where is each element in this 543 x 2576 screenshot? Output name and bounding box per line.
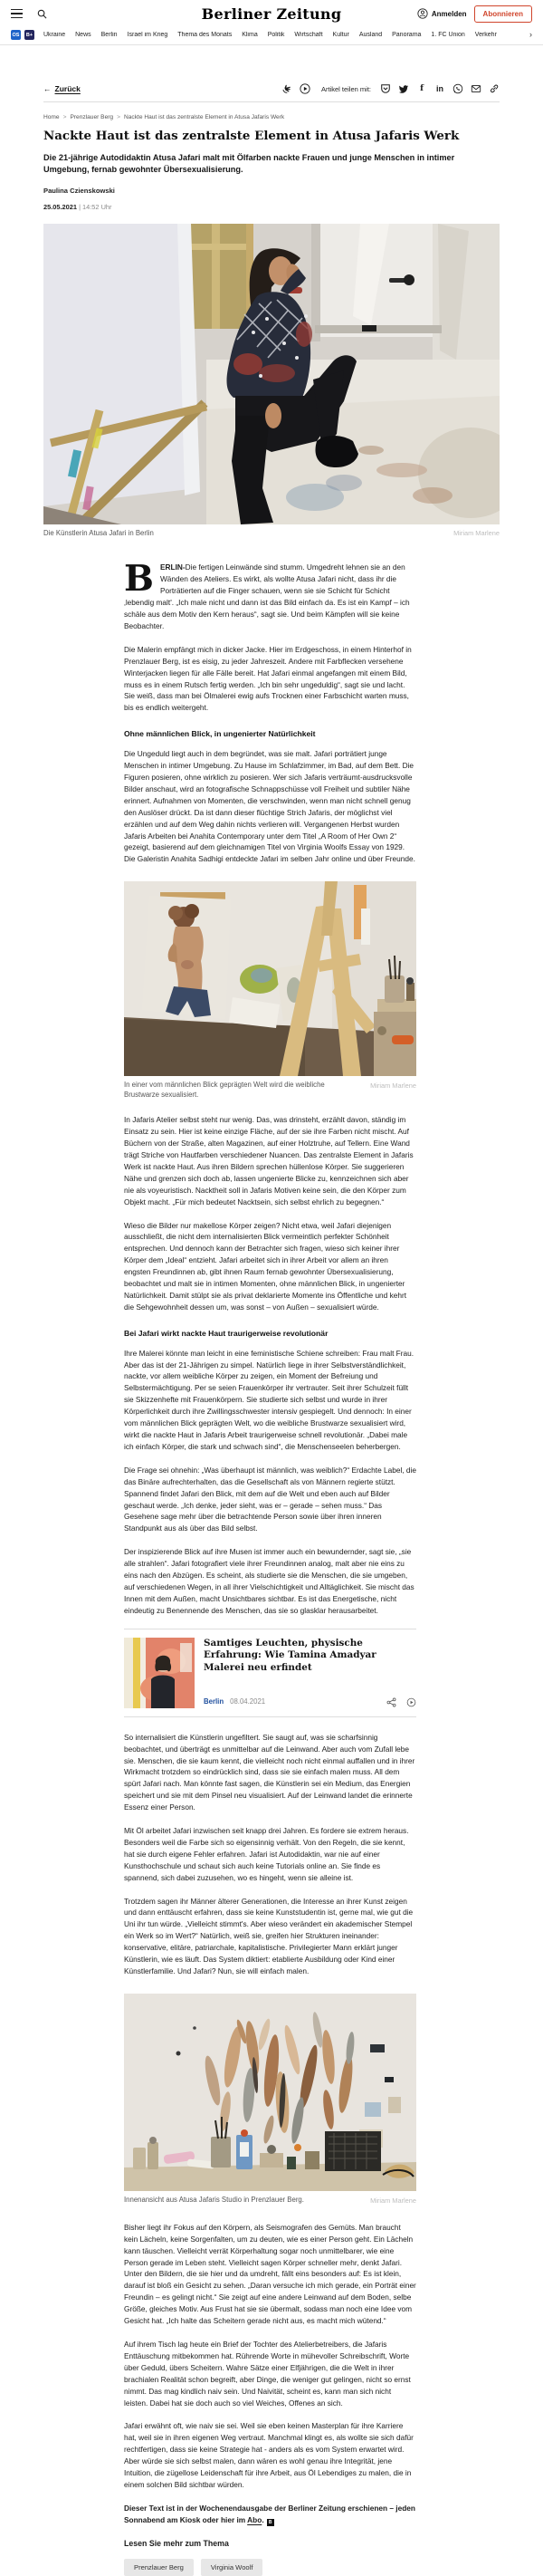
play-circle-icon[interactable] [405, 1697, 416, 1707]
hero-credit: Miriam Marlene [453, 528, 500, 537]
search-icon[interactable] [37, 9, 47, 19]
nav-item-news[interactable]: News [75, 32, 91, 38]
nav-badge-bplus[interactable]: B+ [24, 30, 34, 40]
figure-caption: Innenansicht aus Atusa Jafaris Studio in Prenzlauer Berg. [124, 2195, 304, 2204]
figure-credit: Miriam Marlene [370, 1081, 416, 1091]
paragraph-5: Wieso die Bilder nur makellose Körper zeigen? Nicht etwa, weil Jafari diejenigen ausschließt, die nicht dem internalisierten Blick vermeintlich perfekter Schönheit entsprechen. Und dennoch kann der Betrachter sich fragen, wieso sich keiner ihrer Körper dem „Ideal“ entzieht. Jafari arbeitet sich in ihrer Arbeit vor allem an ihren engsten Freundinnen ab, gibt ihnen Raum fernab gewohnter Übersexualisierung, beobachtet und malt sie in intimen Momenten, ohne männlichen Blick, in ungenierter Natürlichkeit. Damit stülpt sie als privat deklarierte Momente ins Öffentliche und kehrt die Sehgewohnheit dessen um, was sonst – von Außen – sexualisiert würde. [124, 1220, 407, 1312]
nav-item-berlin[interactable]: Berlin [100, 32, 118, 38]
nav-item-klima[interactable]: Klima [242, 32, 258, 38]
related-article-location[interactable]: Berlin [204, 1697, 224, 1706]
subscribe-button[interactable]: Abonnieren [474, 5, 532, 23]
breadcrumb-home[interactable]: Home [43, 114, 60, 120]
nav-item-panorama[interactable]: Panorama [392, 32, 422, 38]
applause-icon[interactable] [281, 83, 292, 94]
facebook-icon[interactable]: f [420, 84, 424, 93]
listen-play-icon[interactable] [300, 83, 310, 94]
related-article-date: 08.04.2021 [230, 1697, 266, 1706]
bz-plus-icon: B [267, 2519, 274, 2526]
top-navigation [0, 27, 543, 45]
subheading-1: Ohne männlichen Blick, in ungenierter Natürlichkeit [124, 729, 316, 739]
hero-caption: Die Künstlerin Atusa Jafari in Berlin [43, 528, 154, 537]
figure-credit: Miriam Marlene [370, 2196, 416, 2205]
share-label: Artikel teilen mit: [320, 84, 371, 93]
hero-figure [43, 224, 500, 539]
tag-virginia-woolf[interactable]: Virginia Woolf [201, 2559, 263, 2576]
dateline [43, 203, 500, 211]
tag-prenzlauer-berg[interactable]: Prenzlauer Berg [124, 2559, 194, 2576]
nav-item-wirtschaft[interactable]: Wirtschaft [294, 32, 323, 38]
image-studio-paint-strokes [124, 1994, 416, 2191]
abo-link[interactable]: Abo [247, 2514, 262, 2524]
paragraph-6: Ihre Malerei könnte man leicht in eine feministische Schiene schreiben: Frau malt Frau. Aber das ist der 21-Jährigen zu simpel. Natürlich liege in ihrer Selbstverständlichkeit, nackte, vor allem weibliche Körper zu zeigen, ein Moment der Befreiung und Selbstermächtigung. Per se seien Frauenkörper ihr vertrauter. Seit ihrer Schulzeit füllt sie Skizzenhefte mit Frauenkörpern. Sie studierte sich selbst und wurde in ihrer Körperlichkeit durch ihre Zwillingsschwester intensiv gespiegelt. Und dennoch: In einer vom männlichen Blick geprägten Welt, wo die weibliche Brustwarze sexualisiert wird, wirkt die nackte Haut in Jafaris Arbeit traurigerweise schnell revolutionär. „Dabei male ich einfach Körper, die stark und schwach sind“, die Menschenseelen beherbergen. [124, 1348, 414, 1451]
publish-date: 25.05.2021 [43, 202, 77, 211]
paragraph-10: Mit Öl arbeitet Jafari inzwischen seit knapp drei Jahren. Es fordere sie extrem heraus. Besonders weil die Farbe sich so eigensinnig verhält. Von den Regeln, die sie kennt, hat sie durch eigene Fehler erfahren. Jafari ist Autodidaktin, war nie auf einer Kunsthochschule und schaut sich auch keine Tutorials online an. Sie finde es spannend, sich dabei zuzusehen, wo es hingeht, wenn sie alleine ist. [124, 1826, 409, 1882]
article-lead: Die 21-jährige Autodidaktin Atusa Jafari malt mit Ölfarben nackte Frauen und junge Menschen in intimer Umgebung, fernab gewohnter Übersexualisierung. [43, 152, 455, 174]
paragraph-7: Die Frage sei ohnehin: „Was überhaupt ist männlich, was weiblich?“ Erdachte Label, die das Binäre aufrechterhalten, das die Gesellschaft als von Männern regierte stützt. Spannend findet Jafari den Blick, mit dem auf die Welt und eben auch auf Bilder geschaut werde. „Ich denke, jeder sieht, was er – gerade – sehen muss.“ Das Gesehene sage mehr über die betrachtende Person sowie über ihren inneren Standpunkt aus als über das Bild selbst. [124, 1465, 416, 1533]
related-article-card[interactable] [124, 1629, 416, 1717]
hero-image-artist-portrait [43, 224, 500, 524]
email-icon[interactable] [471, 83, 481, 94]
breadcrumb-section[interactable]: Prenzlauer Berg [70, 114, 114, 120]
nav-badge-os[interactable]: OS [11, 30, 21, 40]
nav-item-israel[interactable]: Israel im Krieg [127, 32, 168, 38]
toolbar-divider [43, 101, 500, 102]
paragraph-14: Jafari erwähnt oft, wie naiv sie sei. Weil sie eben keinen Masterplan für ihre Karriere hat, weil sie in ihren eigenen Weg vertraut. Manchmal klingt es, als wollte sie sich dafür rechtfertigen, dass sie keine Strategie hat - anders als es vom System erwartet wird. Aber würde sie sich selbst malen, dann wären es wohl genau ihre Integrität, jene Intuition, die zügellose Leidenschaft für ihre Arbeit, aus Öl Lebendiges zu malen, die in einem solchen Bild sichtbar würden. [124, 2421, 414, 2489]
nav-item-thema[interactable]: Thema des Monats [177, 32, 233, 38]
breadcrumb-separator: > [117, 114, 120, 120]
figure-caption: In einer vom männlichen Blick geprägten Welt wird die weibliche Brustwarze sexualisiert. [124, 1081, 325, 1099]
article-toolbar [43, 83, 500, 94]
related-article-thumbnail [124, 1638, 195, 1708]
copy-link-icon[interactable] [489, 83, 500, 94]
nav-item-verkehr[interactable]: Verkehr [474, 32, 497, 38]
share-icon[interactable] [386, 1697, 396, 1707]
linkedin-icon[interactable]: in [436, 84, 443, 93]
brand-logo[interactable]: Berliner Zeitung [201, 5, 342, 23]
pocket-icon[interactable] [380, 83, 391, 94]
whatsapp-icon[interactable] [452, 83, 463, 94]
publish-time: | 14:52 Uhr [79, 202, 112, 211]
back-link[interactable]: ← Zurück [43, 84, 81, 93]
subheading-2: Bei Jafari wirkt nackte Haut traurigerweise revolutionär [124, 1328, 329, 1338]
paragraph-3: Die Ungeduld liegt auch in dem begründet, was sie malt. Jafari porträtiert junge Menschen in intimer Umgebung. Zu Hause im Schlafzimmer, im Bad, auf dem Bett. Die Figuren posieren, ohne wirklich zu posieren. Wer sich Jafaris verträumt-ausdrucksvolle Bilder anschaut, wird an fotografische Schnappschüsse voll Freiheit und subtiler Nähe erinnert. Aufnahmen von Momenten, die verschwinden, wenn man nicht schnell genug den Auslöser drückt. Da ist dann dieser flüchtige Strich Jafaris, der möglichst viel erzählen und auf dem Weg dahin nichts verlieren will. Vergangenen Herbst wurden Jafaris Arbeiten bei Anahita Contemporary unter dem Titel „A Room of Her Own 2“ gezeigt, basierend auf dem gleichnamigen Titel von Virginia Woolfs Essay von 1929. Die Galeristin Anahita Sadhigi entdeckte Jafari im selben Jahr online und über Freunde. [124, 749, 415, 864]
figure-studio-wall [124, 1994, 416, 2207]
paragraph-11: Trotzdem sagen ihr Männer älterer Generationen, die Interesse an ihrer Kunst zeigen und dann enttäuscht erfahren, dass sie keine Kunststudentin ist, gerne mal, wie gut die Uni ihr tun würde. „Vielleicht stimmt's. Aber wieso verändert ein akademischer Stempel ein Werk so im Wert?“ Natürlich, weiß sie, greifen hier Strukturen ineinander: konservative, elitäre, patriarchale, kapitalistische. Privilegierter Mann erklärt junger Künstlerin, wie es läuft. Das System diktiert: etablierte Ausbildung oder Kind einer Künstlerfamilie. Und Jafari? Nun, sie will einfach malen. [124, 1896, 414, 1976]
nav-items [43, 32, 524, 38]
read-more-heading: Lesen Sie mehr zum Thema [124, 2539, 229, 2549]
paragraph-4: In Jafaris Atelier selbst steht nur wenig. Das, was drinsteht, erzählt davon, ständig im Einsatz zu sein. Hier ist keine einzige Fläche, auf der sie ihre Farben nicht mischt. Auf Büchern von der Straße, alten Magazinen, auf einer Holztruhe, auf Tellern. Eine Wand trägt Striche von Hautfarben verschiedener Nuancen. Das zentralste Element in Jafaris Werk ist nackte Haut. Aus ihren Bildern sprechen hüllenlose Körper. Sie suggerieren Nähe und grenzen sich doch ab, lassen ungenierte Blicke zu, kennzeichnen sich aber nie als voyeuristisch. Nacktheit soll in Jafaris Motiven keine sein, die den Körper zum Objekt macht. „Für mich bedeutet Nacktsein, sich selbst ehrlich zu begegnen.“ [124, 1115, 414, 1206]
breadcrumb-separator: > [62, 114, 67, 120]
breadcrumb-current: Nackte Haut ist das zentralste Element in Atusa Jafaris Werk [123, 114, 285, 120]
breadcrumb [43, 114, 500, 120]
nav-item-fcunion[interactable]: 1. FC Union [431, 32, 465, 38]
nav-item-ukraine[interactable]: Ukraine [43, 32, 66, 38]
paragraph-9: So internalisiert die Künstlerin ungefiltert. Sie saugt auf, was sie scharfsinnig beobachtet, und überträgt es unmittelbar auf die Leinwand. Aber auch vom Zufall lebe sie. Menschen, die sie kaum kennt, die vielleicht noch nicht einmal auffallen und in ihrer Wirkmacht trotzdem so eindrücklich sind, dass sie sie einfach malen muss. All dem spürt Jafari nach. Man könnte fast sagen, die Künstlerin sei ein Medium, das Energien speichert und sie mit dem Pinsel neu visualisiert. Auf der Leinwand landet die erinnerte Essenz einer Person. [124, 1732, 415, 1812]
site-header [0, 0, 543, 27]
related-article-title[interactable]: Samtiges Leuchten, physische Erfahrung: Wie Tamina Amadyar Malerei neu erfindet [204, 1637, 376, 1673]
login-button[interactable]: Anmelden [417, 8, 467, 19]
nav-scroll-chevron-icon[interactable]: › [529, 30, 532, 39]
figure-atelier-painting [124, 881, 416, 1100]
nav-item-kultur[interactable]: Kultur [332, 32, 349, 38]
arrow-left-icon: ← [43, 84, 52, 93]
paragraph-13: Auf ihrem Tisch lag heute ein Brief der Tochter des Atelierbetreibers, die Jafaris Enttäuschung mitbekommen hat. Rührende Worte in mühevoller Schreibschrift, Worte über Geduld, übers Scheitern. Wahre Sätze einer Elfjährigen, die die Welt in ihrer brachialen Realität schon begreift, aber Dinge, die weniger gut gelingen, nicht so ernst nimmt. Das mag kindlich naiv sein. Und Naivität, scheint es, kann man sich nicht leisten. Dabei hat sie doch auch so viel Weiches, Offenes an sich. [124, 2339, 411, 2408]
paragraph-8: Der inspizierende Blick auf ihre Musen ist immer auch ein bewundernder, sagt sie, „sie alle strahlen“. Jafari fotografiert viele ihrer Freundinnen analog, malt aber nie eins zu eins nach den Abzügen. Es scheint, als studierte sie die Menschen, die sie umgeben, auf verschiedenen Wegen, in all ihrer Vielschichtigkeit und Alltäglichkeit. Sie mischt das Innen mit dem Außen, macht Unsichtbares sichtbar. Es ist das Energetische, nicht eindeutig zu Benennende des Menschen, das sie so glasklar herausarbeitet. [124, 1547, 414, 1615]
nav-item-ausland[interactable]: Ausland [358, 32, 383, 38]
page-title: Nackte Haut ist das zentralste Element in Atusa Jafaris Werk [43, 129, 460, 143]
hamburger-menu-icon[interactable] [11, 9, 23, 19]
image-atelier-nude-painting [124, 881, 416, 1076]
article-body [124, 558, 416, 2576]
author-name[interactable]: Paulina Czienskowski [43, 186, 115, 195]
closing-note: Dieser Text ist in der Wochenendausgabe der Berliner Zeitung erschienen – jeden Sonnabend am Kiosk oder hier im Abo. B [124, 2503, 415, 2525]
paragraph-2: Die Malerin empfängt mich in dicker Jacke. Hier im Erdgeschoss, in einem Hinterhof in Prenzlauer Berg, ist es eisig, zu jeder Jahreszeit. Andere mit Farbflecken versehene Winterjacken liegen für alle Fälle bereit. Hat Jafari einmal angefangen mit einem Bild, muss es in einem Rutsch fertig werden. „Ich bin sehr ungeduldig“, sagt sie und lacht. Sie weiß, dass man bei Ölmalerei ewig aufs Trocknen einer Farbschicht warten muss, bis es endlich weitergeht. [124, 644, 412, 713]
twitter-icon[interactable] [398, 83, 409, 94]
user-icon [417, 8, 428, 19]
paragraph-12: Bisher liegt ihr Fokus auf den Körpern, als Seismografen des Gemüts. Man braucht kein Lächeln, keine Sorgenfalten, um zu deuten, wie es einer Person geht. Ein Lächeln kann täuschen. Vielleicht verrät Körperhaltung sogar noch unmittelbarer, wie eine Person gerade im Leben steht. Vielleicht sagen Körper schneller mehr, denkt Jafari. Unter den Bildern, die sie hier und da umdreht, fällt eins besonders auf: Es ist klein, darauf ist bloß ein Gesicht zu sehen. „Daran versuche ich mich gerade, ein Porträt einer Freundin – es gelingt nicht.“ Sie zeigt auf eine andere Leinwand auf dem Boden, selbe Größe, gleiches Motiv. Aus Frust hat sie sie übermalt, sodass man noch eine Idee vom Gesicht hat. „Ich halte das Scheitern gerade nicht aus, es macht mich wütend.“ [124, 2222, 416, 2326]
paragraph-1: BERLIN-Die fertigen Leinwände sind stumm. Umgedreht lehnen sie an den Wänden des Ateliers. Es wirkt, als wollte Atusa Jafari nicht, dass ihr die Porträtierten auf die Finger schauen, wenn sie sie Schicht für Schicht ‚lebendig malt'. „Ich male nicht und dann ist das Bild einfach da. Es ist ein Kampf – ich schäle aus dem Motiv den Kern heraus“, sagt sie. Und beim Kämpfen will sie keine Beobachter. [124, 558, 410, 630]
topic-tags [124, 2559, 416, 2576]
nav-item-politik[interactable]: Politik [267, 32, 285, 38]
drop-cap: B [124, 558, 154, 601]
